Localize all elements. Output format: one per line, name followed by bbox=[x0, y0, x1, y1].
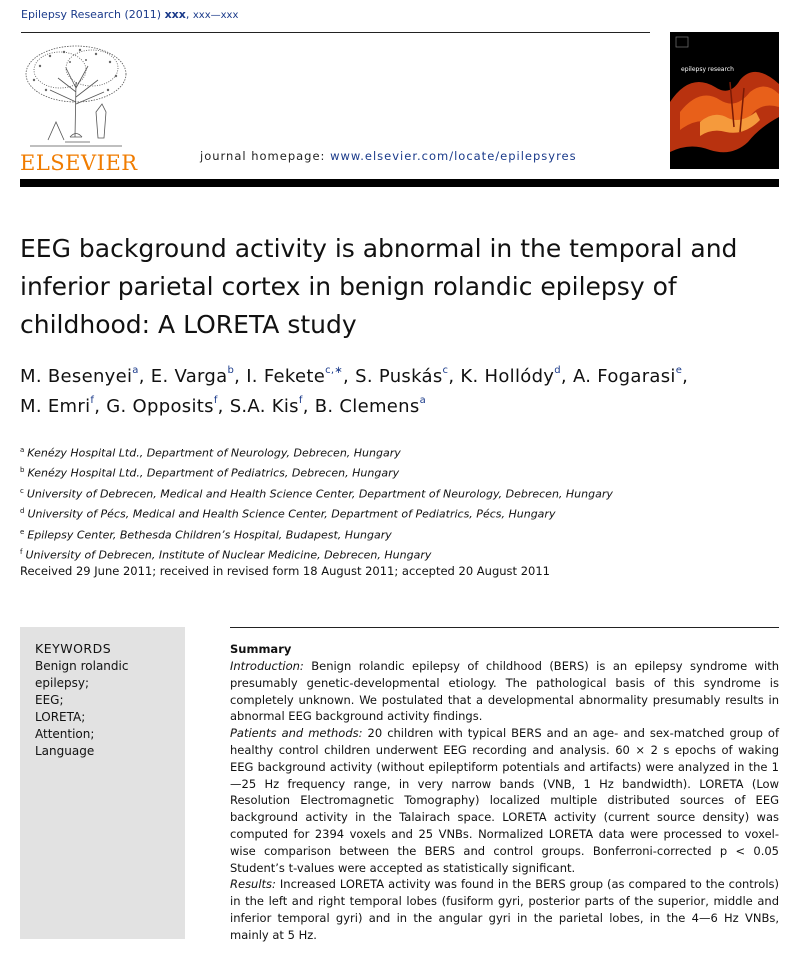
author bbox=[20, 366, 139, 387]
affiliation-key: e bbox=[20, 527, 25, 536]
author bbox=[106, 396, 217, 417]
author-affiliation-mark[interactable]: a bbox=[132, 365, 139, 376]
keyword-item: Attention; bbox=[35, 727, 95, 741]
journal-year: (2011) bbox=[124, 8, 162, 21]
affiliation-key: d bbox=[20, 507, 25, 516]
summary-section-label: Patients and methods: bbox=[230, 726, 363, 741]
author-name: G. Opposits bbox=[106, 396, 214, 417]
affiliation-text: Kenézy Hospital Ltd., Department of Pediatrics, Debrecen, Hungary bbox=[27, 467, 400, 481]
summary-section-label: Introduction: bbox=[230, 659, 304, 673]
top-divider bbox=[21, 32, 650, 33]
affiliation-list bbox=[20, 442, 613, 565]
author bbox=[460, 366, 561, 387]
author bbox=[230, 396, 303, 417]
author-affiliation-mark[interactable]: d bbox=[554, 365, 561, 376]
affiliation-text: University of Debrecen, Institute of Nuclear Medicine, Debrecen, Hungary bbox=[25, 548, 432, 562]
article-title: EEG background activity is abnormal in the temporal and inferior parietal cortex in benign rolandic epilepsy of childhood: A LORETA study bbox=[20, 234, 738, 339]
keywords-box bbox=[20, 627, 185, 939]
keywords-heading: KEYWORDS bbox=[35, 641, 112, 656]
author-affiliation-mark[interactable]: e bbox=[675, 365, 683, 376]
article-history: Received 29 June 2011; received in revised form 18 August 2011; accepted 20 August 2011 bbox=[20, 564, 550, 578]
cover-art-icon bbox=[670, 32, 779, 169]
affiliation-text: University of Debrecen, Medical and Health Science Center, Department of Neurology, Debrecen, Hungary bbox=[26, 487, 613, 501]
keywords-list bbox=[35, 658, 170, 760]
summary-heading: Summary bbox=[230, 642, 292, 656]
homepage-link[interactable]: www.elsevier.com/locate/epilepsyres bbox=[330, 149, 577, 163]
author-affiliation-mark[interactable]: b bbox=[227, 365, 235, 376]
author-name: S. Puskás bbox=[355, 366, 443, 387]
summary-section bbox=[230, 658, 779, 725]
author bbox=[573, 366, 682, 387]
author-affiliation-mark[interactable]: f bbox=[90, 395, 95, 406]
author-affiliation-mark[interactable]: c bbox=[442, 365, 449, 376]
author-name: S.A. Kis bbox=[229, 396, 299, 417]
affiliation-key: b bbox=[20, 466, 25, 475]
journal-cover bbox=[670, 32, 779, 169]
affiliation-text: University of Pécs, Medical and Health Science Center, Department of Pediatrics, Pécs, Hungary bbox=[27, 508, 556, 522]
journal-volume: xxx bbox=[164, 8, 186, 21]
summary-section bbox=[230, 876, 779, 943]
affiliation-item bbox=[20, 524, 613, 544]
affiliation-key: a bbox=[20, 446, 25, 454]
author bbox=[315, 396, 426, 417]
author bbox=[20, 396, 94, 417]
journal-name: Epilepsy Research bbox=[21, 8, 121, 21]
journal-reference: Epilepsy Research (2011) xxx, xxx—xxx bbox=[21, 8, 239, 21]
elsevier-tree-logo bbox=[20, 42, 132, 152]
author bbox=[246, 366, 343, 387]
affiliation-key: f bbox=[20, 548, 23, 557]
author-name: I. Fekete bbox=[246, 366, 326, 387]
summary-section-text: Increased LORETA activity was found in the BERS group (as compared to the controls) in the left and right temporal lobes (fusiform gyri, posterior parts of the superior, middle and inferior temporal gyri) and in the angular gyri in the parietal lobes, in the 4—6 Hz VNBs, mainly at 5 Hz. bbox=[230, 877, 779, 942]
author-name: B. Clemens bbox=[314, 396, 420, 417]
author-affiliation-mark[interactable]: f bbox=[213, 395, 218, 406]
journal-homepage bbox=[200, 149, 577, 163]
summary-section-text: 20 children with typical BERS and an age- and sex-matched group of healthy control children underwent EEG recording and analysis. 60 × 2 s epochs of waking EEG background activity (without epileptiform potentials and artifacts) were analyzed in the 1—25 Hz frequency range, in very narrow bands (VNB, 1 Hz bandwidth). LORETA (Low Resolution Electromagnetic Tomography) localized multiple distributed sources of EEG background activity in the Talairach space. LORETA activity (current source density) was computed for 2394 voxels and 25 VNBs. Normalized LORETA data were processed to voxel-wise comparison between the BERS and control groups. Bonferroni-corrected p < 0.05 Student’s t-values were accepted as statistically significant. bbox=[230, 726, 779, 875]
affiliation-text: Kenézy Hospital Ltd., Department of Neurology, Debrecen, Hungary bbox=[27, 446, 401, 460]
author-name: M. Besenyei bbox=[20, 366, 133, 387]
author-affiliation-mark[interactable]: c,∗ bbox=[325, 365, 344, 376]
author-affiliation-mark[interactable]: f bbox=[298, 395, 303, 406]
keyword-item: EEG; bbox=[35, 693, 64, 707]
affiliation-item bbox=[20, 462, 613, 482]
keyword-item: LORETA; bbox=[35, 710, 86, 724]
author bbox=[355, 366, 448, 387]
publisher-logo-text: ELSEVIER bbox=[20, 151, 138, 175]
affiliation-text: Epilepsy Center, Bethesda Children’s Hospital, Budapest, Hungary bbox=[27, 528, 392, 542]
author-name: A. Fogarasi bbox=[572, 366, 676, 387]
affiliation-item bbox=[20, 544, 613, 564]
cover-journal-title: epilepsy research bbox=[681, 66, 734, 73]
author-name: K. Hollódy bbox=[460, 366, 555, 387]
journal-pages: xxx—xxx bbox=[192, 10, 239, 21]
keyword-item: Language bbox=[35, 744, 95, 758]
homepage-label: journal homepage: bbox=[200, 149, 326, 163]
affiliation-key: c bbox=[20, 486, 24, 495]
author-list: M. Besenyei$^a$, E. Varga$^b$, I. Fekete$^{c,∗}$, S. Puskás$^c$, K. Hollódy$^d$, A. Fogarasi$^e$, M. Emri$^f$, G. Opposits$^f$, S.A. Kis$^f$, B. Clemens$^a$ bbox=[20, 365, 689, 417]
summary-body bbox=[230, 658, 779, 944]
summary-section-text: Benign rolandic epilepsy of childhood (BERS) is an epilepsy syndrome with presumably genetic-developmental etiology. The pathological basis of this syndrome is completely unknown. We postulated that a developmental abnormality presumably results in abnormal EEG background activity findings. bbox=[230, 659, 779, 724]
author-name: E. Varga bbox=[150, 366, 228, 387]
affiliation-item bbox=[20, 503, 613, 523]
affiliation-item bbox=[20, 483, 613, 503]
author bbox=[151, 366, 234, 387]
summary-divider bbox=[230, 627, 779, 628]
keyword-item: Benign rolandic epilepsy; bbox=[35, 659, 129, 690]
affiliation-item bbox=[20, 442, 613, 462]
summary-section bbox=[230, 725, 779, 876]
author-name: M. Emri bbox=[20, 396, 91, 417]
header-bar bbox=[20, 179, 779, 187]
author-affiliation-mark[interactable]: a bbox=[419, 395, 427, 406]
summary-section-label: Results: bbox=[230, 877, 276, 892]
